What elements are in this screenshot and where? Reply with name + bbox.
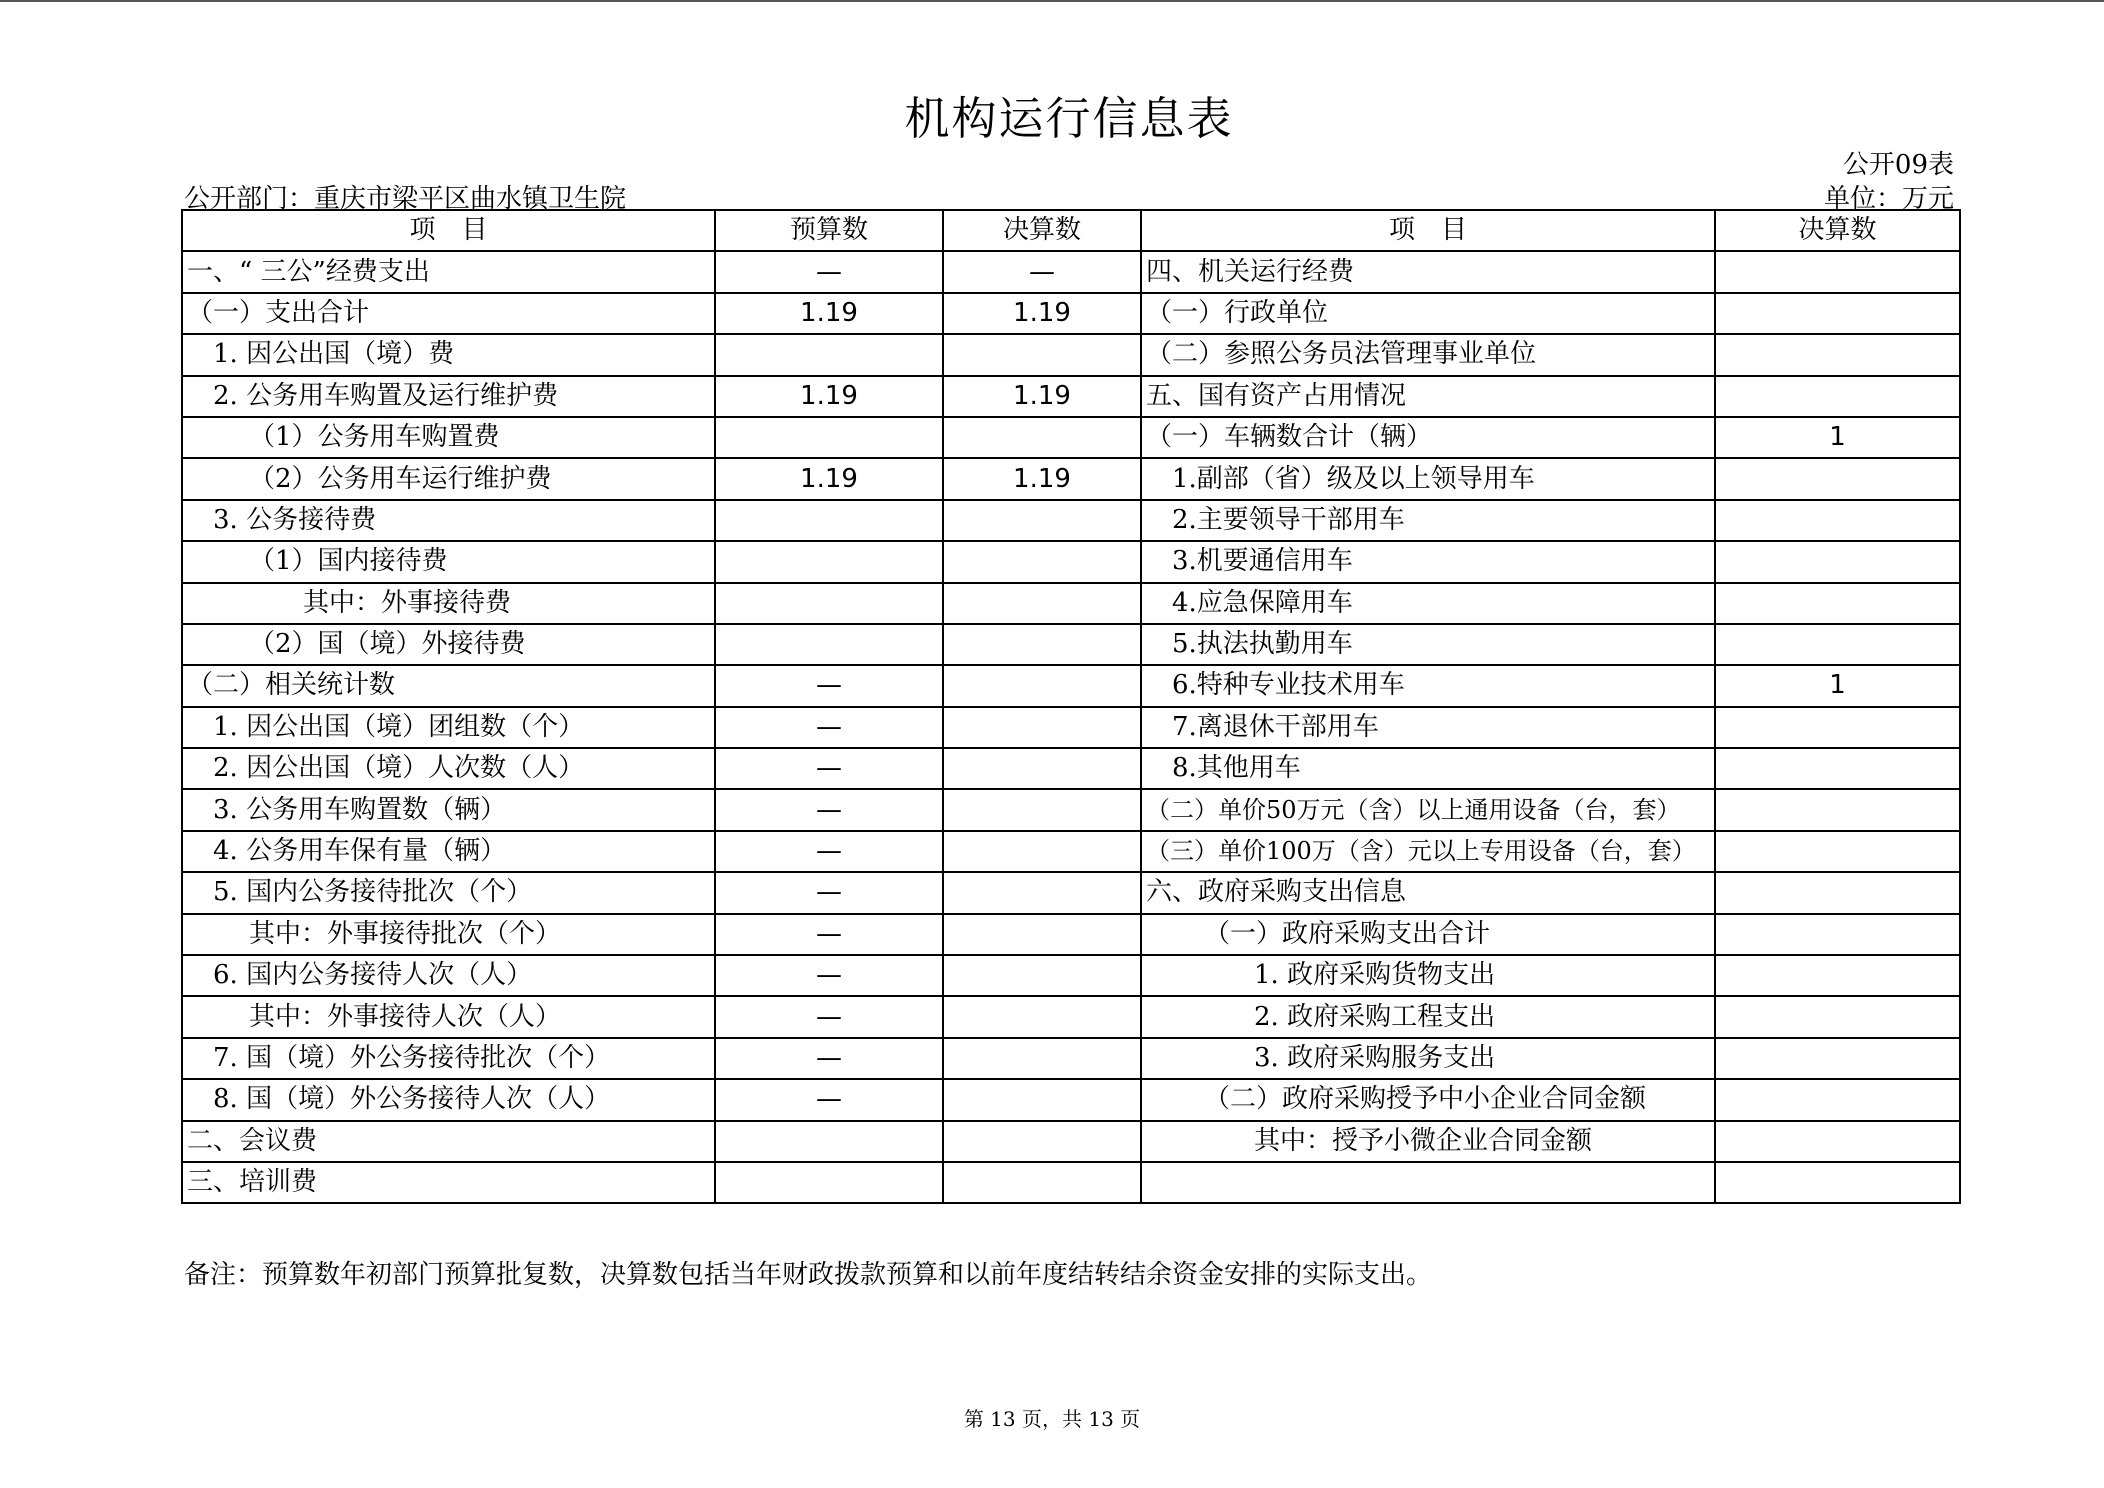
row-label: 4. 公务用车保有量（辆）: [182, 831, 715, 872]
right-final-cell: 1: [1715, 665, 1960, 706]
right-row-label: （一）政府采购支出合计: [1141, 914, 1715, 955]
right-row-label: 7.离退休干部用车: [1141, 707, 1715, 748]
right-final-cell: [1715, 624, 1960, 665]
right-row-label: 五、国有资产占用情况: [1141, 376, 1715, 417]
right-row-label: 2. 政府采购工程支出: [1141, 996, 1715, 1037]
final-cell: [943, 665, 1141, 706]
final-cell: [943, 417, 1141, 458]
right-row-label: 1.副部（省）级及以上领导用车: [1141, 458, 1715, 499]
final-cell: [943, 872, 1141, 913]
right-row-label: 2.主要领导干部用车: [1141, 500, 1715, 541]
table-row: [182, 914, 1960, 955]
row-label: 一、“ 三公”经费支出: [182, 251, 715, 292]
right-row-label: 其中：授予小微企业合同金额: [1141, 1121, 1715, 1162]
budget-cell: [715, 583, 943, 624]
info-table: [181, 209, 1961, 1204]
page-top-border: [0, 0, 2104, 2]
right-final-cell: [1715, 748, 1960, 789]
budget-cell: —: [715, 872, 943, 913]
right-row-label: （一）行政单位: [1141, 293, 1715, 334]
final-cell: [943, 1038, 1141, 1079]
final-cell: [943, 707, 1141, 748]
right-final-cell: [1715, 1038, 1960, 1079]
table-row: [182, 665, 1960, 706]
budget-cell: —: [715, 955, 943, 996]
final-cell: [943, 334, 1141, 375]
table-row: [182, 376, 1960, 417]
table-row: [182, 831, 1960, 872]
budget-cell: —: [715, 748, 943, 789]
right-row-label: 1. 政府采购货物支出: [1141, 955, 1715, 996]
budget-cell: [715, 500, 943, 541]
row-label: 其中：外事接待费: [182, 583, 715, 624]
right-final-cell: [1715, 293, 1960, 334]
right-row-label: 3.机要通信用车: [1141, 541, 1715, 582]
right-row-label: 3. 政府采购服务支出: [1141, 1038, 1715, 1079]
right-final-cell: [1715, 831, 1960, 872]
right-final-cell: [1715, 872, 1960, 913]
budget-cell: [715, 334, 943, 375]
right-row-label: 5.执法执勤用车: [1141, 624, 1715, 665]
table-row: [182, 541, 1960, 582]
right-row-label: （一）车辆数合计（辆）: [1141, 417, 1715, 458]
right-row-label: 8.其他用车: [1141, 748, 1715, 789]
budget-cell: [715, 1162, 943, 1203]
table-header-row: [182, 210, 1960, 251]
final-cell: [943, 996, 1141, 1037]
budget-cell: —: [715, 665, 943, 706]
row-label: （1）公务用车购置费: [182, 417, 715, 458]
unit-label: 单位：万元: [1823, 184, 1954, 214]
final-cell: [943, 1162, 1141, 1203]
table-row: [182, 1121, 1960, 1162]
final-cell: [943, 955, 1141, 996]
right-row-label: 四、机关运行经费: [1141, 251, 1715, 292]
final-cell: —: [943, 251, 1141, 292]
right-row-label: （二）政府采购授予中小企业合同金额: [1141, 1079, 1715, 1120]
table-row: [182, 955, 1960, 996]
row-label: （二）相关统计数: [182, 665, 715, 706]
table-row: [182, 789, 1960, 830]
table-row: [182, 251, 1960, 292]
row-label: （1）国内接待费: [182, 541, 715, 582]
row-label: 三、培训费: [182, 1162, 715, 1203]
budget-cell: —: [715, 996, 943, 1037]
table-row: [182, 500, 1960, 541]
table-row: [182, 996, 1960, 1037]
final-cell: [943, 500, 1141, 541]
row-label: 2. 因公出国（境）人次数（人）: [182, 748, 715, 789]
header-item-right: 项 目: [1141, 210, 1715, 251]
right-final-cell: [1715, 789, 1960, 830]
budget-cell: 1.19: [715, 458, 943, 499]
budget-cell: 1.19: [715, 293, 943, 334]
budget-cell: —: [715, 789, 943, 830]
right-row-label: 6.特种专业技术用车: [1141, 665, 1715, 706]
budget-cell: —: [715, 914, 943, 955]
row-label: 7. 国（境）外公务接待批次（个）: [182, 1038, 715, 1079]
row-label: 1. 因公出国（境）费: [182, 334, 715, 375]
right-final-cell: [1715, 955, 1960, 996]
right-row-label: [1141, 1162, 1715, 1203]
right-final-cell: [1715, 541, 1960, 582]
table-row: [182, 748, 1960, 789]
table-row: [182, 1038, 1960, 1079]
header-final-right: 决算数: [1715, 210, 1960, 251]
table-row: [182, 1162, 1960, 1203]
row-label: （2）国（境）外接待费: [182, 624, 715, 665]
row-label: 5. 国内公务接待批次（个）: [182, 872, 715, 913]
table-row: [182, 707, 1960, 748]
final-cell: [943, 1121, 1141, 1162]
right-final-cell: [1715, 996, 1960, 1037]
final-cell: 1.19: [943, 458, 1141, 499]
right-final-cell: [1715, 707, 1960, 748]
right-final-cell: [1715, 1121, 1960, 1162]
right-row-label: （二）参照公务员法管理事业单位: [1141, 334, 1715, 375]
row-label: 二、会议费: [182, 1121, 715, 1162]
page-title: 机构运行信息表: [904, 92, 1234, 145]
final-cell: [943, 831, 1141, 872]
right-final-cell: [1715, 583, 1960, 624]
final-cell: [943, 624, 1141, 665]
row-label: （一）支出合计: [182, 293, 715, 334]
table-row: [182, 583, 1960, 624]
budget-cell: —: [715, 251, 943, 292]
header-final: 决算数: [943, 210, 1141, 251]
table-row: [182, 872, 1960, 913]
right-final-cell: [1715, 1079, 1960, 1120]
table-row: [182, 624, 1960, 665]
right-final-cell: [1715, 500, 1960, 541]
row-label: 其中：外事接待批次（个）: [182, 914, 715, 955]
row-label: （2）公务用车运行维护费: [182, 458, 715, 499]
header-item: 项 目: [182, 210, 715, 251]
final-cell: [943, 583, 1141, 624]
footnote: 备注：预算数年初部门预算批复数，决算数包括当年财政拨款预算和以前年度结转结余资金安排的实际支出。: [184, 1260, 1433, 1290]
table-row: [182, 417, 1960, 458]
final-cell: [943, 914, 1141, 955]
form-number: 公开09表: [1842, 150, 1954, 180]
right-final-cell: [1715, 251, 1960, 292]
right-row-label: 4.应急保障用车: [1141, 583, 1715, 624]
page-number: 第 13 页，共 13 页: [963, 1407, 1141, 1431]
budget-cell: [715, 1121, 943, 1162]
budget-cell: [715, 417, 943, 458]
right-final-cell: [1715, 334, 1960, 375]
right-row-label: （二）单价50万元（含）以上通用设备（台，套）: [1141, 789, 1715, 830]
right-final-cell: 1: [1715, 417, 1960, 458]
row-label: 1. 因公出国（境）团组数（个）: [182, 707, 715, 748]
row-label: 2. 公务用车购置及运行维护费: [182, 376, 715, 417]
table-row: [182, 334, 1960, 375]
header-budget: 预算数: [715, 210, 943, 251]
right-final-cell: [1715, 914, 1960, 955]
right-row-label: （三）单价100万（含）元以上专用设备（台，套）: [1141, 831, 1715, 872]
row-label: 8. 国（境）外公务接待人次（人）: [182, 1079, 715, 1120]
row-label: 6. 国内公务接待人次（人）: [182, 955, 715, 996]
right-row-label: 六、政府采购支出信息: [1141, 872, 1715, 913]
budget-cell: —: [715, 707, 943, 748]
final-cell: [943, 748, 1141, 789]
right-final-cell: [1715, 1162, 1960, 1203]
budget-cell: —: [715, 1038, 943, 1079]
row-label: 3. 公务用车购置数（辆）: [182, 789, 715, 830]
final-cell: [943, 1079, 1141, 1120]
budget-cell: [715, 541, 943, 582]
budget-cell: [715, 624, 943, 665]
department-label: 公开部门：重庆市梁平区曲水镇卫生院: [184, 184, 627, 214]
right-final-cell: [1715, 458, 1960, 499]
budget-cell: —: [715, 1079, 943, 1120]
right-final-cell: [1715, 376, 1960, 417]
final-cell: [943, 541, 1141, 582]
table-row: [182, 1079, 1960, 1120]
row-label: 3. 公务接待费: [182, 500, 715, 541]
final-cell: 1.19: [943, 293, 1141, 334]
final-cell: [943, 789, 1141, 830]
final-cell: 1.19: [943, 376, 1141, 417]
table-row: [182, 293, 1960, 334]
table-row: [182, 458, 1960, 499]
row-label: 其中：外事接待人次（人）: [182, 996, 715, 1037]
budget-cell: 1.19: [715, 376, 943, 417]
budget-cell: —: [715, 831, 943, 872]
